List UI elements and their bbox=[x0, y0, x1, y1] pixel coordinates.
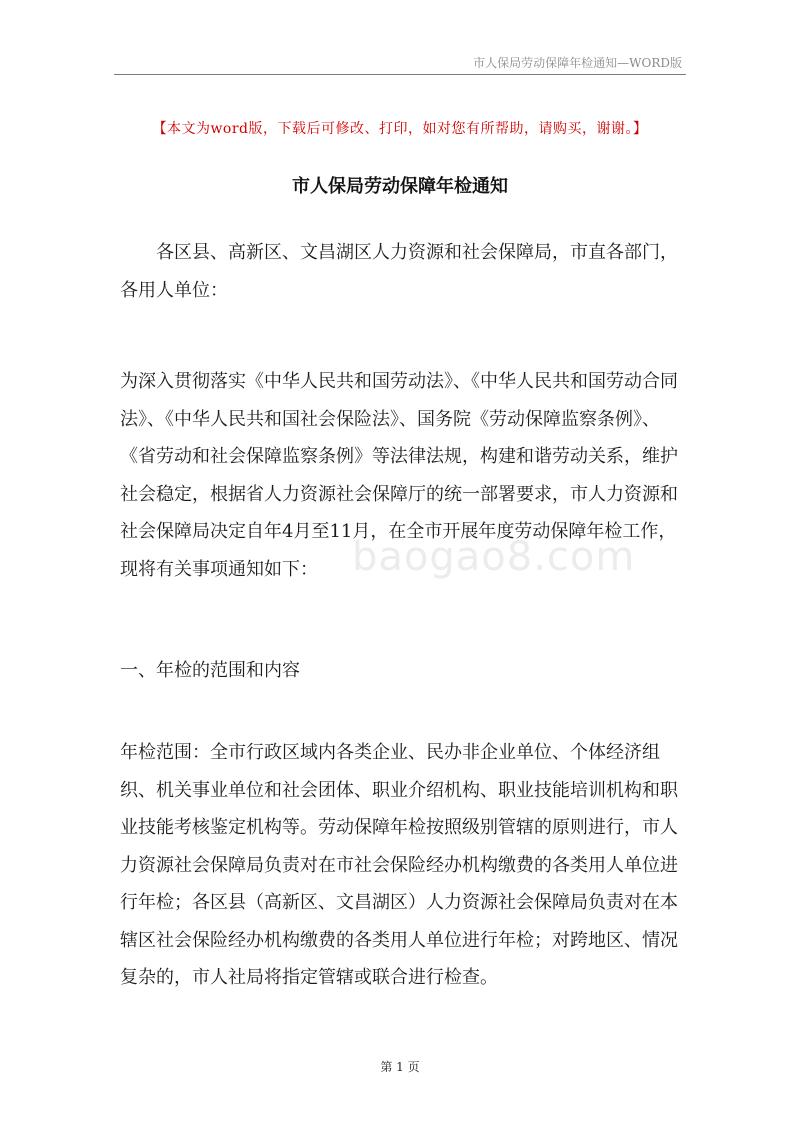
header-divider bbox=[114, 74, 686, 75]
watermark: baogao8.com bbox=[352, 534, 636, 580]
page-number: 第 1 页 bbox=[380, 1060, 420, 1074]
section-body-paragraph: 年检范围：全市行政区域内各类企业、民办非企业单位、个体经济组织、机关事业单位和社会团体、职业介绍机构、职业技能培训机构和职业技能考核鉴定机构等。劳动保障年检按照级别管辖的原则进行，市人力资源社会保障局负责对在市社会保险经办机构缴费的各类用人单位进行年检；各区县（高新区、文昌湖区）人力资源社会保障局负责对在本辖区社会保险经办机构缴费的各类用人单位进行年检；对跨地区、情况复杂的，市人社局将指定管辖或联合进行检查。 bbox=[120, 742, 678, 988]
salutation-paragraph: 各区县、高新区、文昌湖区人力资源和社会保障局，市直各部门，各用人单位： bbox=[120, 242, 678, 301]
document-title: 市人保局劳动保障年检通知 bbox=[292, 176, 508, 197]
running-header: 市人保局劳动保障年检通知—WORD版 bbox=[473, 56, 682, 70]
section-heading: 一、年检的范围和内容 bbox=[120, 660, 300, 681]
intro-paragraph: 为深入贯彻落实《中华人民共和国劳动法》、《中华人民共和国劳动合同法》、《中华人民共和国社会保险法》、国务院《劳动保障监察条例》、《省劳动和社会保障监察条例》等法律法规，构建和谐劳动关系，维护社会稳定，根据省人力资源社会保障厅的统一部署要求，市人力资源和社会保障局决定自年4月至11月，在全市开展年度劳动保障年检工作，现将有关事项通知如下： bbox=[120, 371, 678, 580]
download-notice: 【本文为word版，下载后可修改、打印，如对您有所帮助，请购买，谢谢。】 bbox=[152, 121, 648, 137]
